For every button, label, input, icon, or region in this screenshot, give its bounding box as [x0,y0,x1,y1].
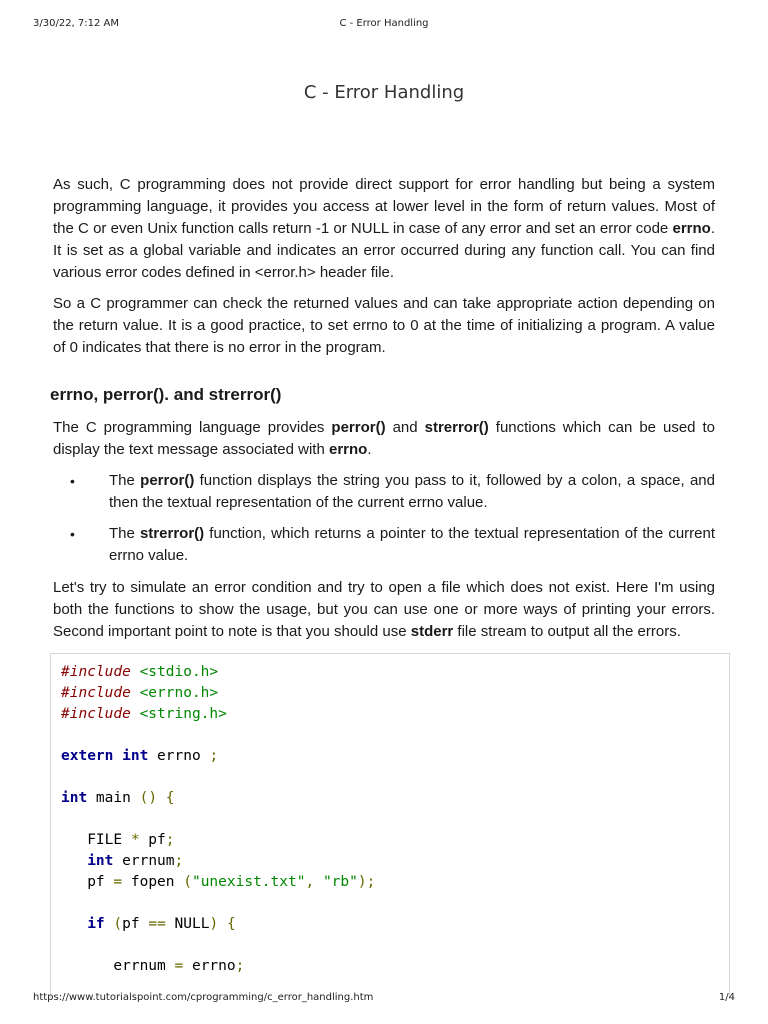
code-token: = [113,874,123,890]
code-token: #include [61,706,131,722]
code-token: ; [235,958,245,974]
code-token: #include [61,685,131,701]
code-token: * [130,832,140,848]
intro-paragraph-2: So a C programmer can check the returned values and can take appropriate action depending on the return value. It is a good practice, to set errno to 0 at the time of initializing a program. A value of 0 indicates that there is no error in the program. [53,295,715,356]
page-number: 1/4 [718,992,735,1003]
list-item-perror [53,470,715,514]
code-token: pf [122,916,149,932]
code-token: ; [209,748,219,764]
code-token: ; [174,853,184,869]
code-token [113,748,122,764]
text-run: Let's try to simulate an error condition and try to open a file which does not exist. Here I'm using both the functions to show the usage, but you can use one or more ways of printing your errors. Second important point to note is that you should use [53,579,715,640]
code-line [61,790,175,806]
code-token: <string.h> [139,706,227,722]
code-token: ( [183,874,192,890]
code-token: ( [113,916,123,932]
code-token: { [226,916,236,932]
code-token: NULL [165,916,210,932]
code-token [314,874,323,890]
bullet-icon: • [70,526,75,542]
text-run: file stream to output all the errors. [453,623,681,640]
code-token: ; [165,832,175,848]
errno-term: errno [672,220,711,237]
code-token: <stdio.h> [139,664,219,680]
print-url: https://www.tutorialspoint.com/cprogramming/c_error_handling.htm [33,992,374,1003]
function-list [53,470,715,567]
print-header-title: C - Error Handling [339,18,429,29]
code-token: main [87,790,140,806]
strerror-term: strerror() [139,525,205,542]
text-run: functions which can be used to display the text message associated with [53,419,716,458]
code-line [61,916,236,932]
code-token: pf [61,874,114,890]
code-token [131,685,140,701]
code-token: errnum [113,853,175,869]
code-token [131,706,140,722]
code-token: extern [61,748,114,764]
code-line [61,664,218,680]
code-line [61,853,183,869]
page-title: C - Error Handling [303,82,465,103]
code-block [50,653,730,998]
code-token: <errno.h> [139,685,219,701]
code-line [61,685,218,701]
code-token [157,790,166,806]
code-token [61,853,87,869]
code-token: ) [209,916,219,932]
text-run: As such, C programming does not provide direct support for error handling but being a system programming language, it provides you access at lower level in the form of return values. Most of the C or even Unix function calls return -1 or NULL in case of any error and set an error code [53,176,715,237]
code-token: errnum [61,958,175,974]
list-item-strerror [53,523,715,567]
code-line [61,874,375,890]
section-heading: errno, perror(). and strerror() [50,385,282,404]
code-token: { [165,790,175,806]
code-token: , [305,874,315,890]
print-datetime: 3/30/22, 7:12 AM [33,18,120,29]
code-token: FILE [61,832,131,848]
code-line [61,832,175,848]
code-token [61,916,87,932]
code-token [131,664,140,680]
perror-term: perror() [331,419,386,436]
code-token: #include [61,664,131,680]
code-token: () [139,790,158,806]
code-token: int [61,790,88,806]
code-token: == [148,916,166,932]
text-run: . [367,441,372,458]
code-token: errno [148,748,210,764]
strerror-term: strerror() [424,419,489,436]
code-token: int [122,748,149,764]
code-token: ); [357,874,376,890]
errno-term: errno [328,441,368,458]
text-run: function, which returns a pointer to the textual representation of the current errno value. [109,525,716,564]
text-run: . It is set as a global variable and indicates an error occurred during any function call. You can find various error codes defined in <error.h> header file. [53,220,715,281]
code-token: pf [139,832,166,848]
code-token [218,916,227,932]
code-token: fopen [122,874,184,890]
bullet-icon: • [70,473,75,489]
text-run: The [109,472,141,489]
perror-term: perror() [140,472,195,489]
intro-paragraph-1 [53,174,715,284]
text-run: function displays the string you pass to it, followed by a colon, a space, and then the textual representation of the current errno value. [109,472,715,511]
section-paragraph-1 [53,417,715,461]
code-token: if [87,916,105,932]
article-body [50,174,716,652]
stderr-term: stderr [410,623,454,640]
code-token: "rb" [322,874,358,890]
code-line [61,748,218,764]
code-token: = [174,958,184,974]
text-run: and [385,419,425,436]
code-token: int [87,853,114,869]
section-paragraph-2 [53,577,715,643]
text-run: The [109,525,140,542]
code-token: errno [183,958,236,974]
code-token: "unexist.txt" [191,874,306,890]
code-line [61,958,244,974]
text-run: The C programming language provides [53,419,332,436]
code-line [61,706,227,722]
